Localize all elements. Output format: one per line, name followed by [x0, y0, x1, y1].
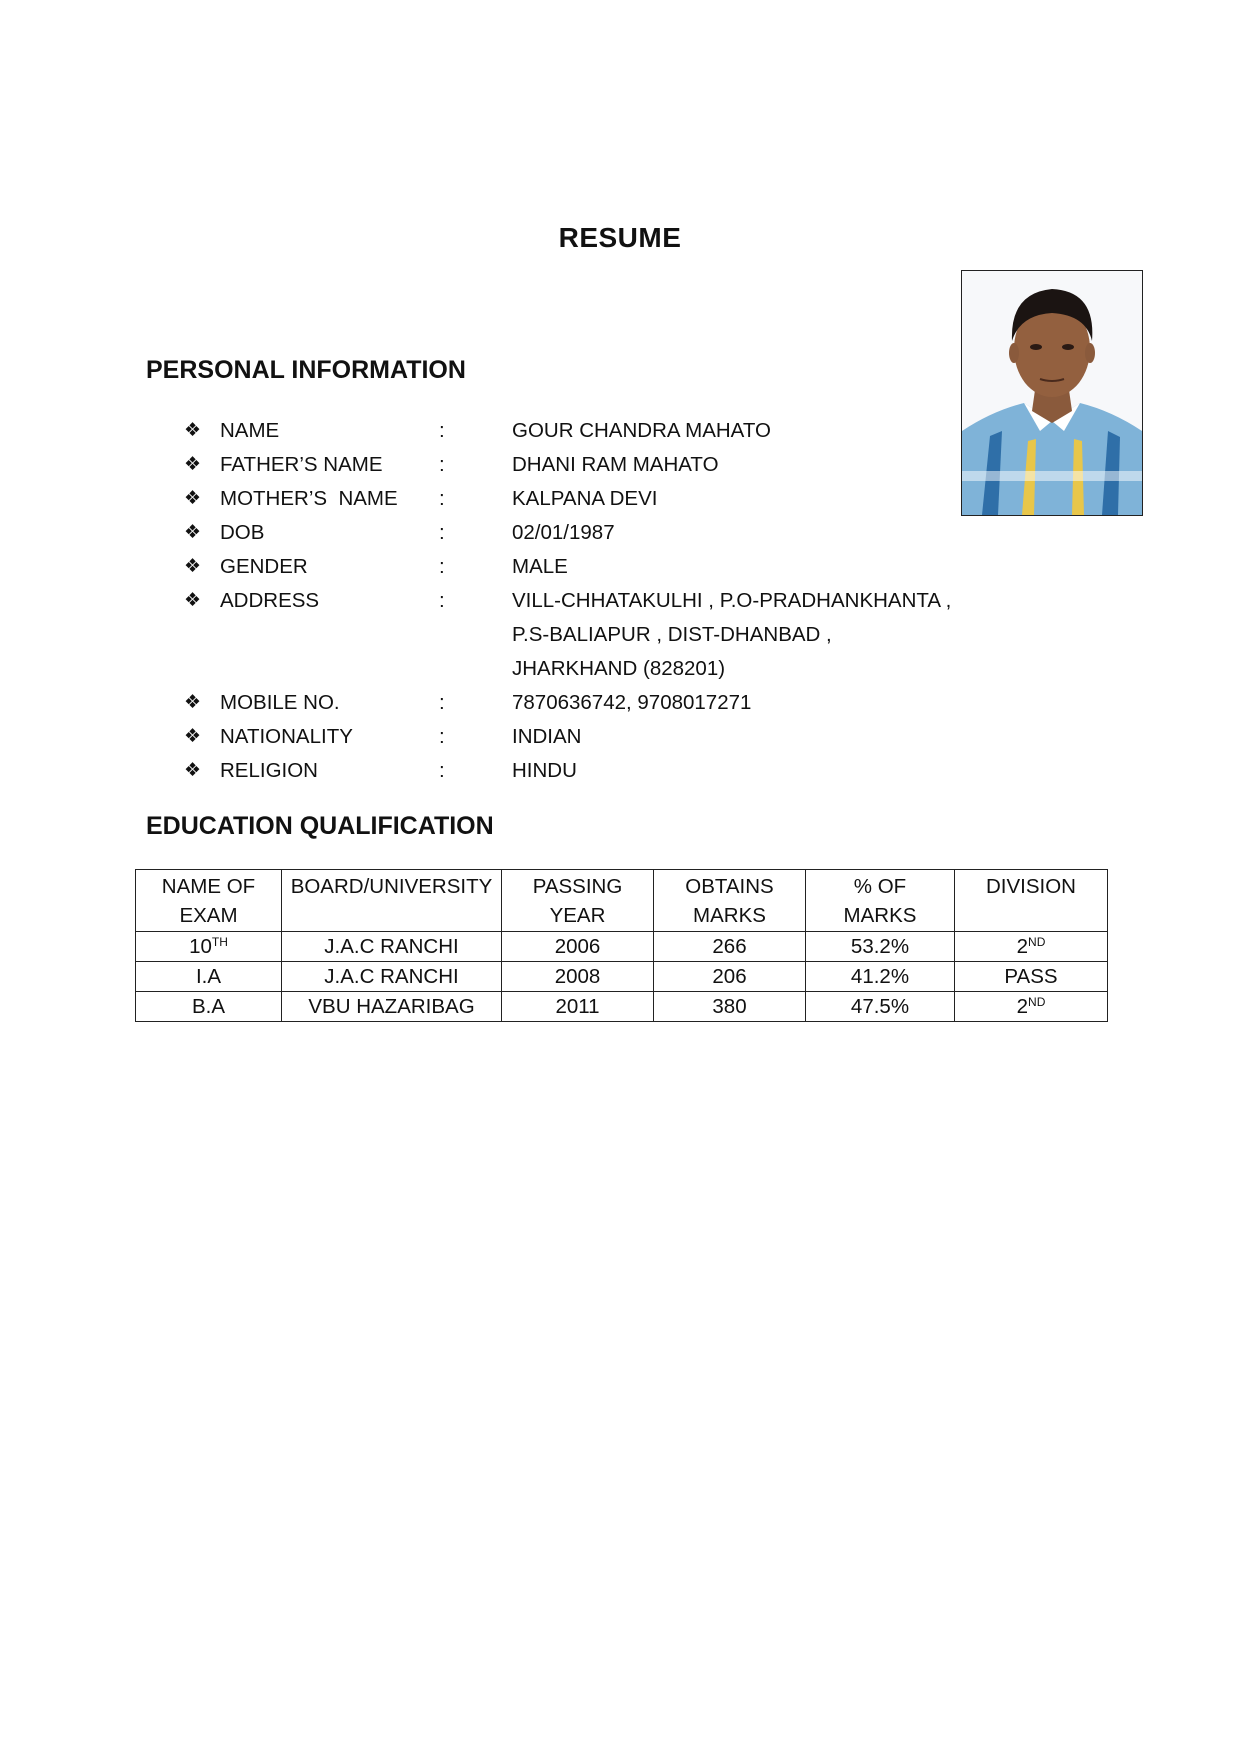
- info-separator: :: [439, 691, 445, 714]
- header-line: OBTAINS: [685, 875, 774, 898]
- board-cell: VBU HAZARIBAG: [282, 992, 502, 1022]
- division-text: PASS: [1004, 965, 1058, 988]
- division-text: 2: [1016, 935, 1029, 958]
- info-separator: :: [439, 419, 445, 442]
- info-label: RELIGION: [220, 759, 318, 782]
- info-separator: :: [439, 453, 445, 476]
- percent-cell: 53.2%: [806, 932, 955, 962]
- marks-cell: 266: [654, 932, 806, 962]
- info-row-name: [184, 414, 1004, 448]
- board-cell: J.A.C RANCHI: [282, 962, 502, 992]
- info-label: MOTHER’S NAME: [220, 487, 398, 510]
- info-separator: :: [439, 487, 445, 510]
- info-separator: :: [439, 759, 445, 782]
- info-value: HINDU: [512, 759, 577, 782]
- diamond-bullet-icon: ❖: [184, 590, 202, 611]
- info-row-fathers-name: [184, 448, 1004, 482]
- column-header: [282, 870, 502, 932]
- header-line: EXAM: [179, 904, 238, 927]
- address-line: P.S-BALIAPUR , DIST-DHANBAD ,: [512, 623, 832, 646]
- percent-cell: 41.2%: [806, 962, 955, 992]
- header-line: YEAR: [549, 904, 606, 927]
- diamond-bullet-icon: ❖: [184, 454, 202, 475]
- header-line: MARKS: [693, 904, 766, 927]
- info-row-nationality: [184, 720, 1004, 754]
- exam-cell: [136, 992, 282, 1022]
- info-separator: :: [439, 725, 445, 748]
- column-header: [654, 870, 806, 932]
- info-label: NATIONALITY: [220, 725, 353, 748]
- info-value: 02/01/1987: [512, 521, 615, 544]
- header-line: BOARD/UNIVERSITY: [290, 875, 493, 898]
- exam-text: B.A: [191, 995, 226, 1018]
- diamond-bullet-icon: ❖: [184, 420, 202, 441]
- exam-text: 10: [189, 935, 212, 958]
- info-value: 7870636742, 9708017271: [512, 691, 752, 714]
- header-line: MARKS: [843, 904, 917, 927]
- year-cell: 2006: [502, 932, 654, 962]
- exam-text: I.A: [195, 965, 222, 988]
- education-table: [135, 869, 1108, 1022]
- info-row-gender: [184, 550, 1004, 584]
- info-label: DOB: [220, 521, 265, 544]
- info-row-mobile: [184, 686, 1004, 720]
- header-line: DIVISION: [986, 875, 1076, 898]
- info-row-address: [184, 584, 1004, 686]
- diamond-bullet-icon: ❖: [184, 726, 202, 747]
- column-header: [806, 870, 955, 932]
- board-cell: J.A.C RANCHI: [282, 932, 502, 962]
- division-suffix: ND: [1028, 935, 1046, 949]
- personal-info-list: [184, 414, 1004, 788]
- info-value: KALPANA DEVI: [512, 487, 658, 510]
- year-cell: 2008: [502, 962, 654, 992]
- exam-suffix: TH: [211, 935, 228, 949]
- column-header: [955, 870, 1108, 932]
- header-line: % OF: [853, 875, 907, 898]
- header-line: PASSING: [532, 875, 623, 898]
- table-row: [136, 962, 1108, 992]
- personal-information-heading: PERSONAL INFORMATION: [146, 356, 466, 384]
- marks-cell: 206: [654, 962, 806, 992]
- table-row: [136, 932, 1108, 962]
- exam-cell: [136, 932, 282, 962]
- info-separator: :: [439, 521, 445, 544]
- diamond-bullet-icon: ❖: [184, 556, 202, 577]
- info-separator: :: [439, 555, 445, 578]
- info-label: ADDRESS: [220, 589, 320, 612]
- info-value: DHANI RAM MAHATO: [512, 453, 719, 476]
- exam-cell: [136, 962, 282, 992]
- info-value: GOUR CHANDRA MAHATO: [512, 419, 771, 442]
- info-separator: :: [439, 589, 445, 612]
- division-cell: [955, 992, 1108, 1022]
- info-value-address: [512, 584, 1004, 686]
- header-line: NAME OF: [161, 875, 256, 898]
- education-qualification-heading: EDUCATION QUALIFICATION: [146, 812, 494, 840]
- year-cell: 2011: [502, 992, 654, 1022]
- diamond-bullet-icon: ❖: [184, 692, 202, 713]
- division-cell: [955, 962, 1108, 992]
- percent-cell: 47.5%: [806, 992, 955, 1022]
- info-row-religion: [184, 754, 1004, 788]
- info-value: MALE: [512, 555, 568, 578]
- info-label: NAME: [220, 419, 280, 442]
- division-cell: [955, 932, 1108, 962]
- table-row: [136, 992, 1108, 1022]
- column-header: [502, 870, 654, 932]
- document-title: RESUME: [558, 222, 682, 253]
- division-text: 2: [1016, 995, 1029, 1018]
- marks-cell: 380: [654, 992, 806, 1022]
- info-value: INDIAN: [512, 725, 582, 748]
- address-line: JHARKHAND (828201): [512, 657, 726, 680]
- column-header: [136, 870, 282, 932]
- diamond-bullet-icon: ❖: [184, 488, 202, 509]
- info-label: MOBILE NO.: [220, 691, 340, 714]
- info-label: GENDER: [220, 555, 308, 578]
- info-label: FATHER’S NAME: [220, 453, 383, 476]
- info-row-dob: [184, 516, 1004, 550]
- diamond-bullet-icon: ❖: [184, 522, 202, 543]
- table-header-row: [136, 870, 1108, 932]
- address-line: VILL-CHHATAKULHI , P.O-PRADHANKHANTA ,: [512, 589, 952, 612]
- division-suffix: ND: [1028, 995, 1046, 1009]
- info-row-mothers-name: [184, 482, 1004, 516]
- diamond-bullet-icon: ❖: [184, 760, 202, 781]
